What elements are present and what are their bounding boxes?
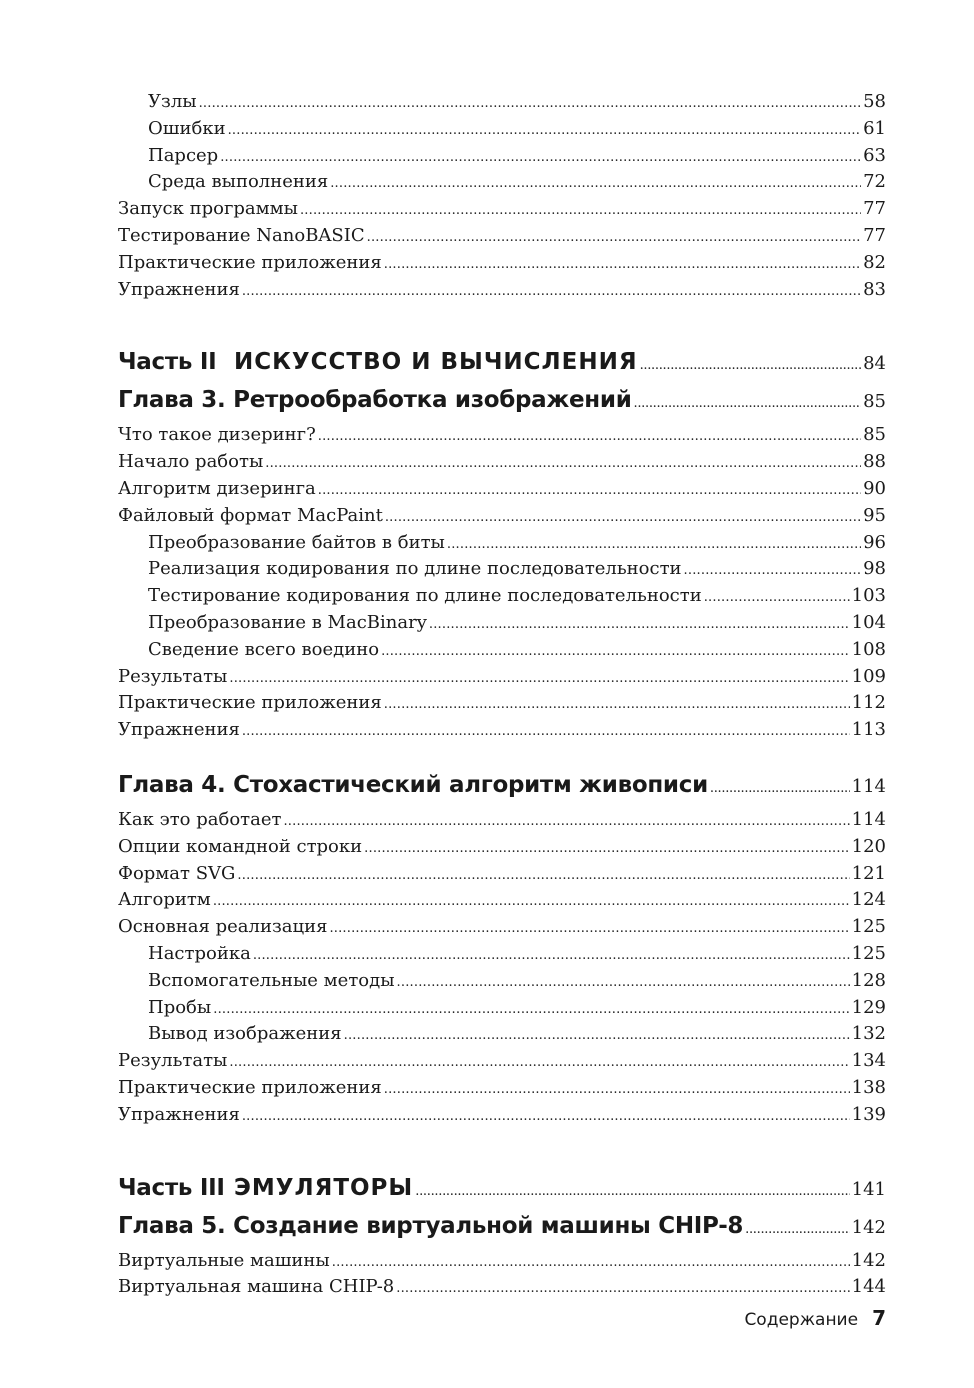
page-number: 139 (851, 1103, 886, 1125)
page-number: 134 (851, 1050, 886, 1072)
toc-entry[interactable] (118, 1248, 886, 1275)
toc-entry[interactable] (118, 717, 886, 744)
page-number: 90 (863, 477, 886, 499)
chapter-5-heading[interactable] (118, 1207, 886, 1245)
chapter-3-heading[interactable] (118, 381, 886, 419)
toc-entry[interactable] (118, 610, 886, 637)
leader-dots (745, 1211, 850, 1249)
leader-dots (384, 692, 850, 719)
part-label: Часть II (118, 349, 217, 376)
entry-title: Упражнения (118, 278, 240, 300)
toc-entry[interactable] (118, 583, 886, 610)
entry-title: Файловый формат MacPaint (118, 504, 383, 526)
leader-dots (220, 145, 861, 172)
leader-dots (237, 863, 849, 890)
toc-entry[interactable] (118, 169, 886, 196)
footer-label: Содержание (744, 1310, 859, 1330)
entry-title: Практические приложения (118, 251, 382, 273)
page-number: 108 (851, 638, 886, 660)
leader-dots (228, 118, 862, 145)
entry-title: Настройка (148, 942, 251, 964)
part-name: ИСКУССТВО И ВЫЧИСЛЕНИЯ (234, 349, 638, 376)
page-number: 96 (863, 531, 886, 553)
leader-dots (242, 719, 850, 746)
footer-page-number: 7 (872, 1306, 886, 1330)
toc-group-chapter-4 (118, 807, 886, 1129)
table-of-contents (118, 89, 886, 1301)
toc-entry[interactable] (118, 995, 886, 1022)
toc-entry[interactable] (118, 277, 886, 304)
toc-entry[interactable] (118, 476, 886, 503)
page-number: 95 (863, 504, 886, 526)
entry-title: Реализация кодирования по длине последовательности (148, 558, 682, 580)
entry-title: Сведение всего воедино (148, 638, 380, 660)
page-number: 142 (851, 1216, 886, 1238)
page-number: 63 (863, 144, 886, 166)
leader-dots (447, 532, 861, 559)
entry-title: Практические приложения (118, 692, 382, 714)
page-number: 72 (863, 171, 886, 193)
toc-entry[interactable] (118, 1102, 886, 1129)
leader-dots (213, 889, 850, 916)
toc-entry[interactable] (118, 530, 886, 557)
toc-entry[interactable] (118, 1048, 886, 1075)
leader-dots (318, 424, 861, 451)
entry-title: Преобразование в MacBinary (148, 611, 427, 633)
entry-title: Результаты (118, 665, 228, 687)
page-number: 114 (851, 775, 886, 797)
leader-dots (384, 1077, 850, 1104)
toc-entry[interactable] (118, 887, 886, 914)
entry-title: Виртуальная машина CHIP-8 (118, 1276, 395, 1298)
toc-group-chapter-5 (118, 1248, 886, 1302)
toc-entry[interactable] (118, 861, 886, 888)
leader-dots (684, 558, 862, 585)
leader-dots (242, 279, 861, 306)
toc-entry[interactable] (118, 1274, 886, 1301)
entry-title: Основная реализация (118, 916, 328, 938)
entry-title: Опции командной строки (118, 835, 363, 857)
toc-entry[interactable] (118, 807, 886, 834)
page-number: 98 (863, 558, 886, 580)
page-number: 85 (863, 391, 886, 413)
page-number: 77 (863, 224, 886, 246)
entry-title: Начало работы (118, 451, 264, 473)
entry-title: Узлы (148, 91, 197, 112)
leader-dots (396, 1276, 849, 1303)
page-number: 142 (851, 1249, 886, 1271)
entry-title: Результаты (118, 1050, 228, 1072)
entry-title: Практические приложения (118, 1076, 382, 1098)
leader-dots (415, 1173, 849, 1211)
leader-dots (229, 666, 849, 693)
page-number: 109 (851, 665, 886, 687)
leader-dots (300, 198, 861, 225)
leader-dots (384, 252, 861, 279)
toc-entry[interactable] (118, 914, 886, 941)
toc-entry[interactable] (118, 422, 886, 449)
page-number: 121 (851, 862, 886, 884)
leader-dots (229, 1050, 849, 1077)
leader-dots (330, 171, 861, 198)
leader-dots (367, 225, 861, 252)
leader-dots (318, 478, 861, 505)
toc-entry[interactable] (118, 968, 886, 995)
page-number: 58 (863, 91, 886, 112)
leader-dots (332, 1250, 850, 1277)
page-footer (744, 1306, 886, 1330)
page-number: 114 (851, 808, 886, 830)
entry-title: Ошибки (148, 117, 226, 139)
page-number: 141 (851, 1178, 886, 1200)
page-number: 84 (863, 353, 886, 375)
entry-title: Алгоритм (118, 889, 211, 911)
entry-title: Вспомогательные методы (148, 969, 395, 991)
leader-dots (329, 916, 849, 943)
toc-entry[interactable] (118, 89, 886, 116)
page-number: 124 (851, 889, 886, 911)
leader-dots (213, 997, 849, 1024)
entry-title: Вывод изображения (148, 1023, 342, 1045)
page-number: 125 (851, 916, 886, 938)
entry-title: Тестирование кодирования по длине последовательности (148, 585, 702, 607)
part-name: ЭМУЛЯТОРЫ (234, 1174, 414, 1201)
chapter-title: Глава 4. Стохастический алгоритм живописи (118, 771, 708, 798)
leader-dots (710, 770, 850, 808)
part-2-heading[interactable] (118, 343, 886, 381)
chapter-title: Глава 3. Ретрообработка изображений (118, 387, 632, 414)
toc-entry[interactable] (118, 1075, 886, 1102)
entry-title: Что такое дизеринг? (118, 424, 316, 446)
toc-entry[interactable] (118, 834, 886, 861)
page-number: 113 (851, 719, 886, 741)
toc-group-chapter-3 (118, 422, 886, 744)
page-number: 85 (863, 424, 886, 446)
page-number: 128 (851, 969, 886, 991)
part-label: Часть III (118, 1174, 225, 1201)
page-number: 112 (851, 692, 886, 714)
page-number: 144 (851, 1276, 886, 1298)
leader-dots (199, 91, 862, 118)
page-number: 120 (851, 835, 886, 857)
leader-dots (344, 1023, 850, 1050)
toc-entry[interactable] (118, 637, 886, 664)
toc-entry[interactable] (118, 449, 886, 476)
entry-title: Парсер (148, 144, 219, 166)
toc-entry[interactable] (118, 250, 886, 277)
toc-entry[interactable] (118, 143, 886, 170)
leader-dots (265, 451, 861, 478)
leader-dots (640, 347, 862, 385)
leader-dots (704, 585, 850, 612)
page-number: 88 (863, 451, 886, 473)
page-number: 132 (851, 1023, 886, 1045)
leader-dots (253, 943, 850, 970)
entry-title: Формат SVG (118, 862, 236, 884)
leader-dots (634, 385, 862, 423)
part-3-heading[interactable] (118, 1169, 886, 1207)
entry-title: Среда выполнения (148, 171, 329, 193)
toc-entry[interactable] (118, 556, 886, 583)
entry-title: Упражнения (118, 1103, 240, 1125)
page-number: 129 (851, 996, 886, 1018)
entry-title: Тестирование NanoBASIC (118, 224, 365, 246)
page-number: 83 (863, 278, 886, 300)
page-number: 138 (851, 1076, 886, 1098)
entry-title: Преобразование байтов в биты (148, 531, 445, 553)
leader-dots (385, 505, 861, 532)
page-number: 103 (851, 585, 886, 607)
toc-entry[interactable] (118, 941, 886, 968)
page-number: 82 (863, 251, 886, 273)
toc-entry[interactable] (118, 196, 886, 223)
leader-dots (242, 1104, 850, 1131)
toc-entry[interactable] (118, 690, 886, 717)
page-number: 77 (863, 198, 886, 220)
leader-dots (397, 970, 850, 997)
entry-title: Виртуальные машины (118, 1249, 330, 1271)
page-number: 125 (851, 942, 886, 964)
toc-entry[interactable] (118, 1021, 886, 1048)
leader-dots (381, 639, 850, 666)
toc-entry[interactable] (118, 223, 886, 250)
entry-title: Запуск программы (118, 198, 298, 220)
toc-group-top (118, 89, 886, 303)
page-number: 104 (851, 611, 886, 633)
toc-entry[interactable] (118, 116, 886, 143)
toc-entry[interactable] (118, 664, 886, 691)
entry-title: Упражнения (118, 719, 240, 741)
leader-dots (364, 836, 849, 863)
chapter-title: Глава 5. Создание виртуальной машины CHIP-8 (118, 1212, 744, 1239)
entry-title: Как это работает (118, 808, 282, 830)
entry-title: Пробы (148, 996, 212, 1018)
page-number: 61 (863, 117, 886, 139)
toc-entry[interactable] (118, 503, 886, 530)
leader-dots (429, 612, 850, 639)
leader-dots (283, 809, 849, 836)
chapter-4-heading[interactable] (118, 766, 886, 804)
entry-title: Алгоритм дизеринга (118, 477, 316, 499)
